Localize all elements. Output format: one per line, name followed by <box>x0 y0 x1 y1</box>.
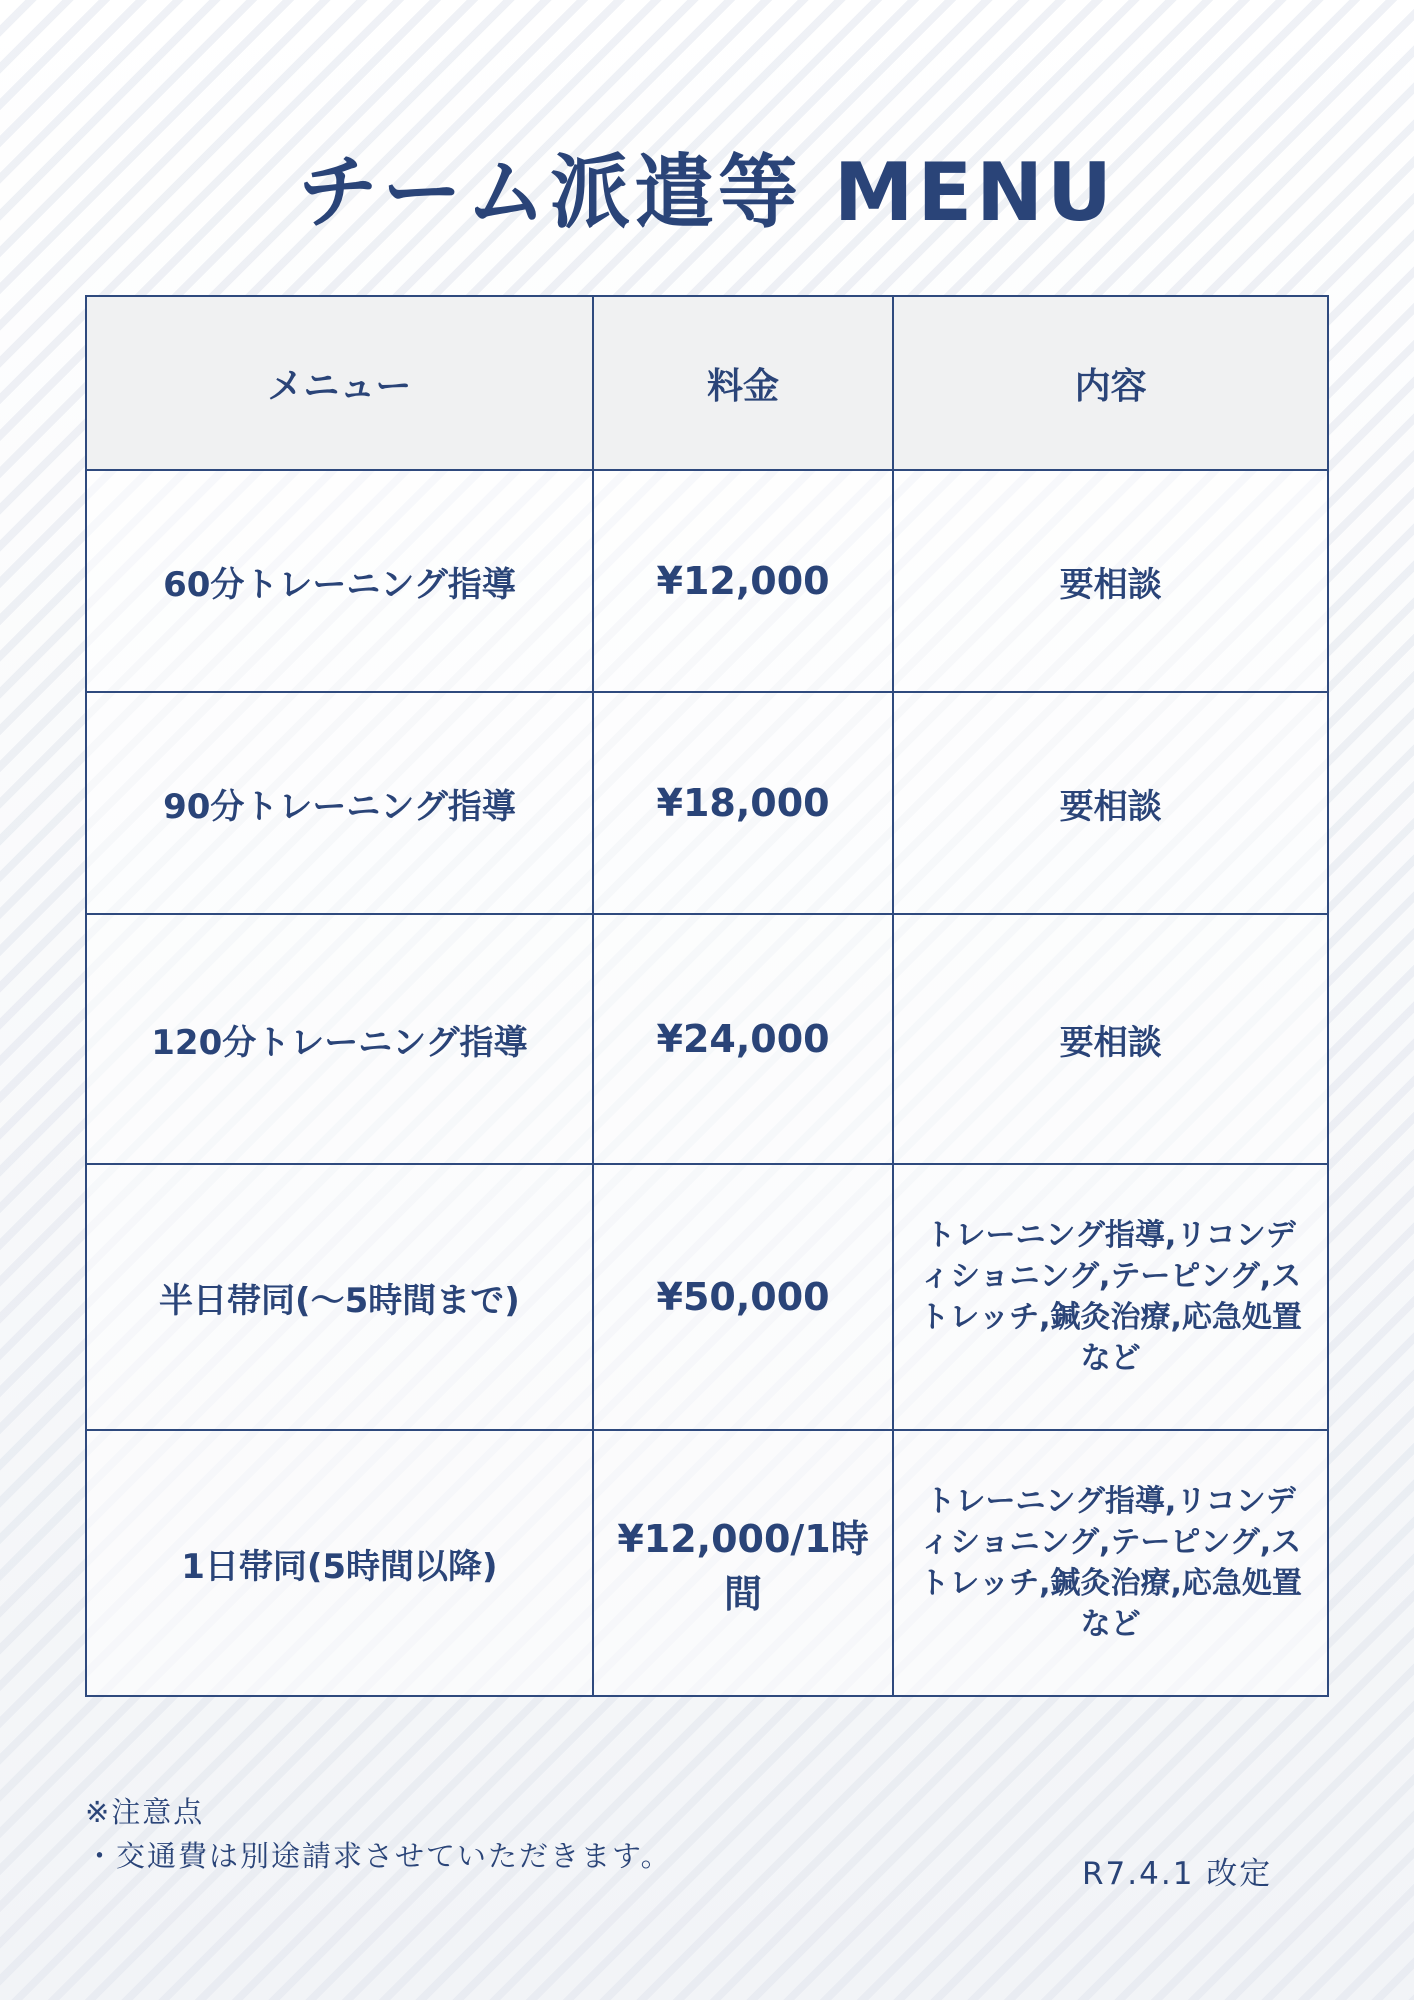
table-row <box>86 1430 1328 1696</box>
notes-heading: ※注意点 <box>85 1795 205 1829</box>
table-header-row <box>86 296 1328 470</box>
menu-cell: 1日帯同(5時間以降) <box>86 1430 593 1696</box>
menu-cell: 90分トレーニング指導 <box>86 692 593 914</box>
notes <box>85 1790 672 1878</box>
page-title: チーム派遣等 MENU <box>297 146 1117 239</box>
price-cell: ¥12,000/1時間 <box>593 1430 893 1696</box>
header-content: 内容 <box>893 296 1328 470</box>
price-cell: ¥24,000 <box>593 914 893 1164</box>
content-cell: 要相談 <box>893 470 1328 692</box>
price-table <box>85 295 1329 1697</box>
header-price: 料金 <box>593 296 893 470</box>
price-cell: ¥18,000 <box>593 692 893 914</box>
table-row <box>86 692 1328 914</box>
content-cell: トレーニング指導,リコンディショニング,テーピング,ストレッチ,鍼灸治療,応急処置など <box>893 1430 1328 1696</box>
notes-item: ・交通費は別途請求させていただきます。 <box>85 1839 672 1873</box>
menu-cell: 60分トレーニング指導 <box>86 470 593 692</box>
content-cell: 要相談 <box>893 692 1328 914</box>
table-row <box>86 470 1328 692</box>
table-row <box>86 1164 1328 1430</box>
price-cell: ¥12,000 <box>593 470 893 692</box>
content-cell: 要相談 <box>893 914 1328 1164</box>
menu-cell: 半日帯同(〜5時間まで) <box>86 1164 593 1430</box>
revision-date: R7.4.1 改定 <box>1082 1856 1273 1892</box>
table-row <box>86 914 1328 1164</box>
menu-cell: 120分トレーニング指導 <box>86 914 593 1164</box>
price-cell: ¥50,000 <box>593 1164 893 1430</box>
content-cell: トレーニング指導,リコンディショニング,テーピング,ストレッチ,鍼灸治療,応急処置など <box>893 1164 1328 1430</box>
header-menu: メニュー <box>86 296 593 470</box>
